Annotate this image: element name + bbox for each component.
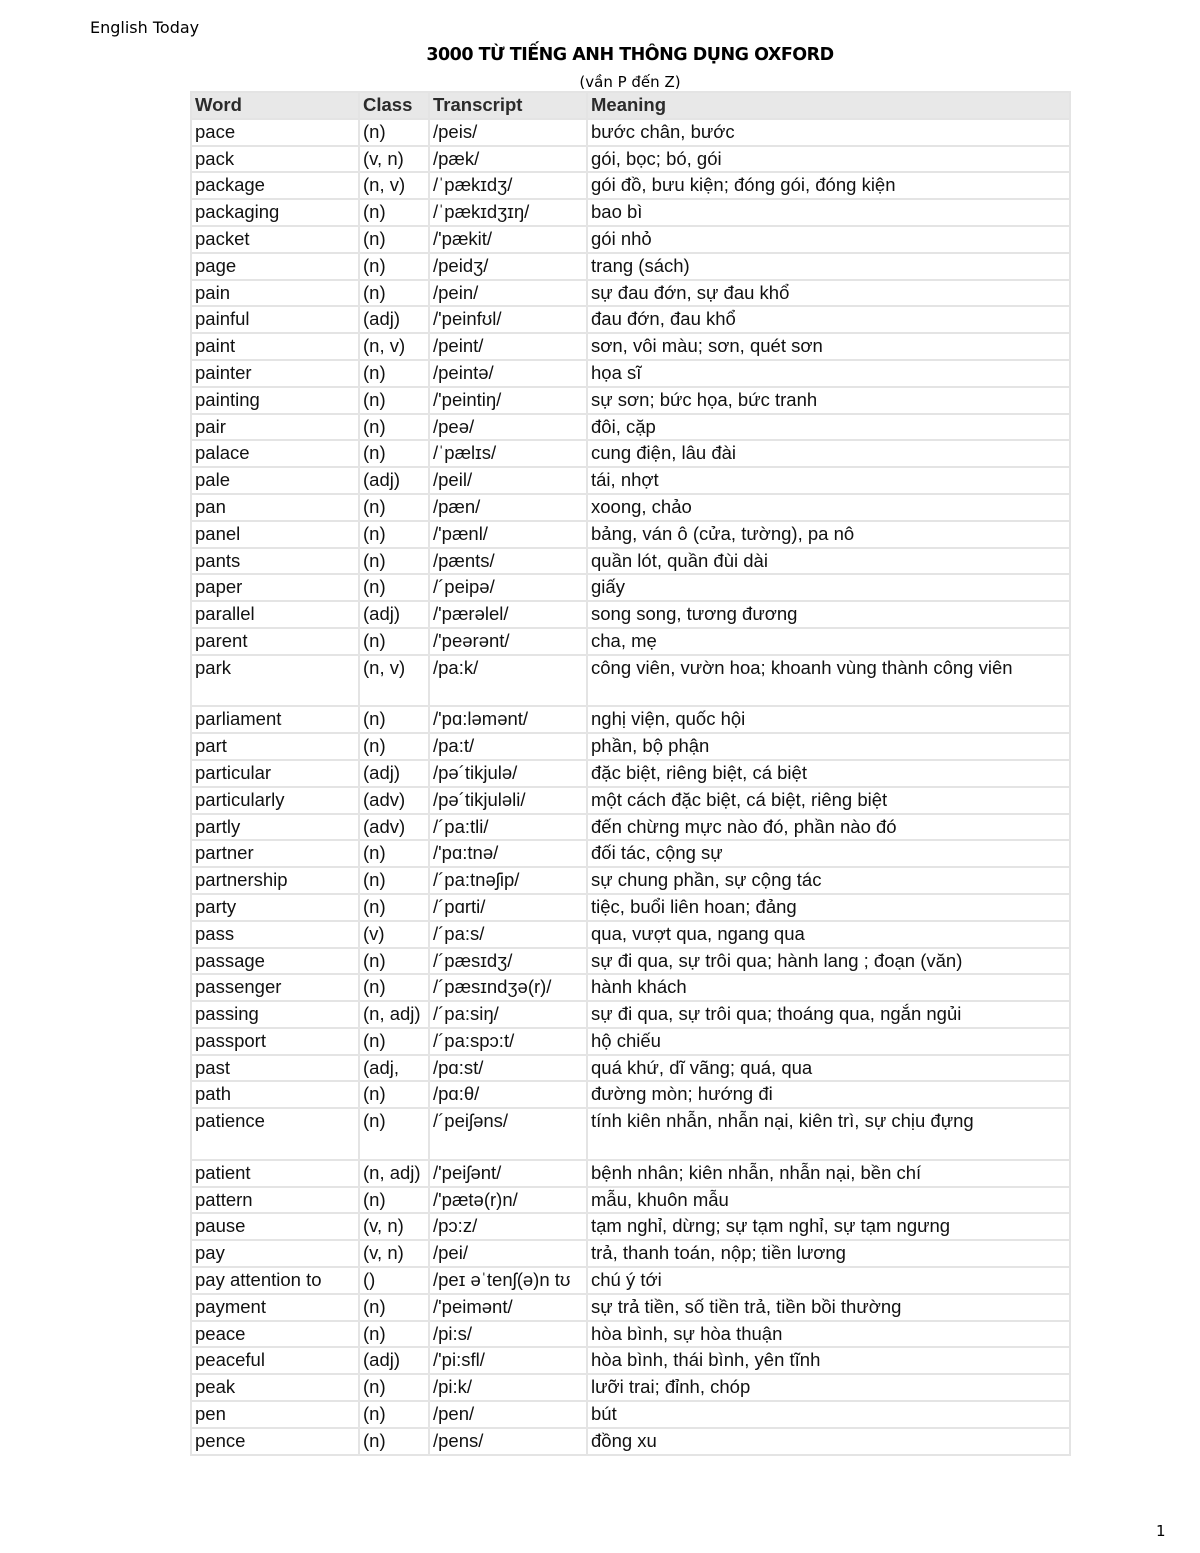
table-row bbox=[192, 227, 1069, 252]
table-body bbox=[192, 120, 1069, 1454]
cell-word: particular bbox=[192, 761, 358, 786]
cell-class: (n) bbox=[360, 1029, 428, 1054]
cell-class: (n) bbox=[360, 1082, 428, 1107]
cell-transcript: /pei/ bbox=[430, 1241, 586, 1266]
table-row bbox=[192, 1188, 1069, 1213]
cell-class: (v) bbox=[360, 922, 428, 947]
cell-word: patient bbox=[192, 1161, 358, 1186]
cell-word: parliament bbox=[192, 707, 358, 732]
cell-meaning: sơn, vôi màu; sơn, quét sơn bbox=[588, 334, 1069, 359]
table-row bbox=[192, 602, 1069, 627]
cell-meaning: sự đi qua, sự trôi qua; thoáng qua, ngắn ngủi bbox=[588, 1002, 1069, 1027]
cell-class: (n) bbox=[360, 415, 428, 440]
cell-word: party bbox=[192, 895, 358, 920]
cell-word: page bbox=[192, 254, 358, 279]
cell-word: part bbox=[192, 734, 358, 759]
column-header-word: Word bbox=[192, 93, 358, 118]
cell-class: (n) bbox=[360, 734, 428, 759]
table-row bbox=[192, 895, 1069, 920]
cell-class: () bbox=[360, 1268, 428, 1293]
cell-transcript: /'pi:sfl/ bbox=[430, 1348, 586, 1373]
table-row bbox=[192, 361, 1069, 386]
cell-transcript: /peintə/ bbox=[430, 361, 586, 386]
table-row bbox=[192, 281, 1069, 306]
cell-class: (n) bbox=[360, 1295, 428, 1320]
cell-transcript: /´pɑrti/ bbox=[430, 895, 586, 920]
cell-meaning: sự sơn; bức họa, bức tranh bbox=[588, 388, 1069, 413]
table-row bbox=[192, 1429, 1069, 1454]
cell-class: (n) bbox=[360, 522, 428, 547]
cell-transcript: /peis/ bbox=[430, 120, 586, 145]
cell-word: park bbox=[192, 656, 358, 706]
cell-word: pain bbox=[192, 281, 358, 306]
cell-class: (n) bbox=[360, 975, 428, 1000]
cell-transcript: /pens/ bbox=[430, 1429, 586, 1454]
table-row bbox=[192, 1322, 1069, 1347]
cell-word: packaging bbox=[192, 200, 358, 225]
cell-meaning: cung điện, lâu đài bbox=[588, 441, 1069, 466]
cell-transcript: /'peinfʊl/ bbox=[430, 307, 586, 332]
cell-word: peace bbox=[192, 1322, 358, 1347]
cell-meaning: một cách đặc biệt, cá biệt, riêng biệt bbox=[588, 788, 1069, 813]
cell-word: passing bbox=[192, 1002, 358, 1027]
cell-transcript: /pæk/ bbox=[430, 147, 586, 172]
cell-meaning: bệnh nhân; kiên nhẫn, nhẫn nại, bền chí bbox=[588, 1161, 1069, 1186]
cell-meaning: lưỡi trai; đỉnh, chóp bbox=[588, 1375, 1069, 1400]
cell-word: pale bbox=[192, 468, 358, 493]
table-row bbox=[192, 788, 1069, 813]
cell-transcript: /pə´tikjuləli/ bbox=[430, 788, 586, 813]
cell-meaning: tạm nghỉ, dừng; sự tạm nghỉ, sự tạm ngưng bbox=[588, 1214, 1069, 1239]
cell-word: painter bbox=[192, 361, 358, 386]
cell-meaning: bao bì bbox=[588, 200, 1069, 225]
table-row bbox=[192, 120, 1069, 145]
cell-meaning: đối tác, cộng sự bbox=[588, 841, 1069, 866]
document-title: 3000 TỪ TIẾNG ANH THÔNG DỤNG OXFORD bbox=[426, 45, 834, 65]
page-header: English Today bbox=[90, 18, 200, 37]
table-row bbox=[192, 147, 1069, 172]
cell-class: (n) bbox=[360, 868, 428, 893]
cell-class: (n) bbox=[360, 254, 428, 279]
table-row bbox=[192, 415, 1069, 440]
cell-meaning: sự trả tiền, số tiền trả, tiền bồi thường bbox=[588, 1295, 1069, 1320]
cell-word: partly bbox=[192, 815, 358, 840]
cell-transcript: /'peimənt/ bbox=[430, 1295, 586, 1320]
table-row bbox=[192, 868, 1069, 893]
table-row bbox=[192, 761, 1069, 786]
table-row bbox=[192, 1402, 1069, 1427]
cell-transcript: /pɔ:z/ bbox=[430, 1214, 586, 1239]
cell-meaning: giấy bbox=[588, 575, 1069, 600]
cell-transcript: /pi:k/ bbox=[430, 1375, 586, 1400]
cell-class: (adv) bbox=[360, 788, 428, 813]
cell-meaning: đến chừng mực nào đó, phần nào đó bbox=[588, 815, 1069, 840]
cell-meaning: họa sĩ bbox=[588, 361, 1069, 386]
cell-meaning: nghị viện, quốc hội bbox=[588, 707, 1069, 732]
header-row bbox=[192, 93, 1069, 118]
table-row bbox=[192, 1109, 1069, 1159]
table-row bbox=[192, 254, 1069, 279]
table-header bbox=[192, 93, 1069, 118]
cell-meaning: trang (sách) bbox=[588, 254, 1069, 279]
cell-word: peak bbox=[192, 1375, 358, 1400]
table-row bbox=[192, 1161, 1069, 1186]
cell-class: (n) bbox=[360, 1375, 428, 1400]
table-row bbox=[192, 734, 1069, 759]
column-header-class: Class bbox=[360, 93, 428, 118]
cell-transcript: /pa:k/ bbox=[430, 656, 586, 706]
cell-class: (n) bbox=[360, 575, 428, 600]
cell-class: (adv) bbox=[360, 815, 428, 840]
cell-meaning: tính kiên nhẫn, nhẫn nại, kiên trì, sự chịu đựng bbox=[588, 1109, 1069, 1159]
table-row bbox=[192, 200, 1069, 225]
cell-class: (n, v) bbox=[360, 334, 428, 359]
table-row bbox=[192, 495, 1069, 520]
cell-meaning: xoong, chảo bbox=[588, 495, 1069, 520]
cell-transcript: /pænts/ bbox=[430, 549, 586, 574]
cell-meaning: sự đi qua, sự trôi qua; hành lang ; đoạn (văn) bbox=[588, 949, 1069, 974]
cell-class: (n) bbox=[360, 1322, 428, 1347]
cell-meaning: gói, bọc; bó, gói bbox=[588, 147, 1069, 172]
cell-meaning: phần, bộ phận bbox=[588, 734, 1069, 759]
cell-transcript: /'peintiŋ/ bbox=[430, 388, 586, 413]
cell-word: pants bbox=[192, 549, 358, 574]
table-row bbox=[192, 334, 1069, 359]
cell-transcript: /´pa:siŋ/ bbox=[430, 1002, 586, 1027]
table-row bbox=[192, 575, 1069, 600]
cell-transcript: /pa:t/ bbox=[430, 734, 586, 759]
table-row bbox=[192, 656, 1069, 706]
cell-class: (n) bbox=[360, 841, 428, 866]
cell-transcript: /´pa:spɔ:t/ bbox=[430, 1029, 586, 1054]
cell-transcript: /peə/ bbox=[430, 415, 586, 440]
cell-word: pay attention to bbox=[192, 1268, 358, 1293]
cell-transcript: /'pɑ:tnə/ bbox=[430, 841, 586, 866]
cell-meaning: hành khách bbox=[588, 975, 1069, 1000]
cell-word: pen bbox=[192, 1402, 358, 1427]
page-number: 1 bbox=[1156, 1522, 1166, 1540]
table-row bbox=[192, 307, 1069, 332]
cell-meaning: hộ chiếu bbox=[588, 1029, 1069, 1054]
cell-word: path bbox=[192, 1082, 358, 1107]
cell-word: parallel bbox=[192, 602, 358, 627]
cell-word: pay bbox=[192, 1241, 358, 1266]
vocabulary-table bbox=[190, 91, 1071, 1456]
cell-class: (v, n) bbox=[360, 1241, 428, 1266]
cell-meaning: công viên, vườn hoa; khoanh vùng thành công viên bbox=[588, 656, 1069, 706]
cell-transcript: /'pætə(r)n/ bbox=[430, 1188, 586, 1213]
cell-word: pace bbox=[192, 120, 358, 145]
cell-meaning: tái, nhợt bbox=[588, 468, 1069, 493]
table-row bbox=[192, 549, 1069, 574]
cell-word: palace bbox=[192, 441, 358, 466]
cell-transcript: /´pæsɪdʒ/ bbox=[430, 949, 586, 974]
cell-meaning: qua, vượt qua, ngang qua bbox=[588, 922, 1069, 947]
table-row bbox=[192, 441, 1069, 466]
cell-transcript: /´peiʃəns/ bbox=[430, 1109, 586, 1159]
cell-class: (n) bbox=[360, 281, 428, 306]
cell-word: past bbox=[192, 1056, 358, 1081]
cell-meaning: quần lót, quần đùi dài bbox=[588, 549, 1069, 574]
cell-meaning: đồng xu bbox=[588, 1429, 1069, 1454]
table-row bbox=[192, 388, 1069, 413]
cell-transcript: /pə´tikjulə/ bbox=[430, 761, 586, 786]
table-row bbox=[192, 629, 1069, 654]
table-row bbox=[192, 1029, 1069, 1054]
cell-transcript: /pi:s/ bbox=[430, 1322, 586, 1347]
cell-class: (adj) bbox=[360, 761, 428, 786]
cell-class: (n) bbox=[360, 549, 428, 574]
document-subtitle: (vần P đến Z) bbox=[579, 73, 681, 91]
cell-class: (v, n) bbox=[360, 147, 428, 172]
cell-meaning: đặc biệt, riêng biệt, cá biệt bbox=[588, 761, 1069, 786]
cell-transcript: /pein/ bbox=[430, 281, 586, 306]
cell-meaning: sự chung phần, sự cộng tác bbox=[588, 868, 1069, 893]
table-row bbox=[192, 707, 1069, 732]
table-row bbox=[192, 1002, 1069, 1027]
cell-class: (n) bbox=[360, 1188, 428, 1213]
cell-transcript: /´pa:tnəʃip/ bbox=[430, 868, 586, 893]
cell-transcript: /´pa:s/ bbox=[430, 922, 586, 947]
cell-word: peaceful bbox=[192, 1348, 358, 1373]
cell-word: painful bbox=[192, 307, 358, 332]
cell-meaning: mẫu, khuôn mẫu bbox=[588, 1188, 1069, 1213]
cell-word: pence bbox=[192, 1429, 358, 1454]
cell-transcript: /'pærəlel/ bbox=[430, 602, 586, 627]
cell-transcript: /peil/ bbox=[430, 468, 586, 493]
table-row bbox=[192, 975, 1069, 1000]
table-row bbox=[192, 1082, 1069, 1107]
table-row bbox=[192, 1214, 1069, 1239]
cell-transcript: /peint/ bbox=[430, 334, 586, 359]
cell-transcript: /´peipə/ bbox=[430, 575, 586, 600]
cell-class: (adj, bbox=[360, 1056, 428, 1081]
cell-transcript: /'pɑ:ləmənt/ bbox=[430, 707, 586, 732]
cell-word: partnership bbox=[192, 868, 358, 893]
cell-meaning: đau đớn, đau khổ bbox=[588, 307, 1069, 332]
cell-class: (n) bbox=[360, 120, 428, 145]
cell-class: (n) bbox=[360, 949, 428, 974]
cell-meaning: hòa bình, sự hòa thuận bbox=[588, 1322, 1069, 1347]
cell-class: (adj) bbox=[360, 468, 428, 493]
cell-word: passage bbox=[192, 949, 358, 974]
table-row bbox=[192, 1056, 1069, 1081]
cell-meaning: bút bbox=[588, 1402, 1069, 1427]
cell-class: (adj) bbox=[360, 602, 428, 627]
cell-class: (n, adj) bbox=[360, 1161, 428, 1186]
cell-word: pause bbox=[192, 1214, 358, 1239]
column-header-meaning: Meaning bbox=[588, 93, 1069, 118]
table-row bbox=[192, 522, 1069, 547]
cell-word: paint bbox=[192, 334, 358, 359]
cell-class: (n) bbox=[360, 707, 428, 732]
cell-class: (n) bbox=[360, 895, 428, 920]
column-header-transcript: Transcript bbox=[430, 93, 586, 118]
table-row bbox=[192, 815, 1069, 840]
cell-meaning: hòa bình, thái bình, yên tĩnh bbox=[588, 1348, 1069, 1373]
cell-meaning: tiệc, buổi liên hoan; đảng bbox=[588, 895, 1069, 920]
cell-word: paper bbox=[192, 575, 358, 600]
table-row bbox=[192, 1268, 1069, 1293]
cell-class: (n, adj) bbox=[360, 1002, 428, 1027]
cell-word: pass bbox=[192, 922, 358, 947]
cell-transcript: /pæn/ bbox=[430, 495, 586, 520]
cell-class: (n) bbox=[360, 227, 428, 252]
cell-meaning: sự đau đớn, sự đau khổ bbox=[588, 281, 1069, 306]
cell-word: pack bbox=[192, 147, 358, 172]
cell-meaning: trả, thanh toán, nộp; tiền lương bbox=[588, 1241, 1069, 1266]
cell-word: panel bbox=[192, 522, 358, 547]
cell-meaning: gói đồ, bưu kiện; đóng gói, đóng kiện bbox=[588, 173, 1069, 198]
cell-word: parent bbox=[192, 629, 358, 654]
cell-word: partner bbox=[192, 841, 358, 866]
table-row bbox=[192, 1375, 1069, 1400]
cell-class: (n) bbox=[360, 1429, 428, 1454]
cell-transcript: /pɑ:st/ bbox=[430, 1056, 586, 1081]
table-row bbox=[192, 468, 1069, 493]
cell-word: painting bbox=[192, 388, 358, 413]
cell-meaning: chú ý tới bbox=[588, 1268, 1069, 1293]
cell-transcript: /'pækit/ bbox=[430, 227, 586, 252]
table-row bbox=[192, 1348, 1069, 1373]
cell-class: (n) bbox=[360, 495, 428, 520]
cell-transcript: /ˈpækɪdʒ/ bbox=[430, 173, 586, 198]
cell-word: packet bbox=[192, 227, 358, 252]
cell-meaning: đường mòn; hướng đi bbox=[588, 1082, 1069, 1107]
cell-transcript: /ˈpækɪdʒɪŋ/ bbox=[430, 200, 586, 225]
cell-class: (adj) bbox=[360, 307, 428, 332]
cell-class: (adj) bbox=[360, 1348, 428, 1373]
cell-word: particularly bbox=[192, 788, 358, 813]
cell-class: (n) bbox=[360, 361, 428, 386]
table-row bbox=[192, 1295, 1069, 1320]
cell-class: (v, n) bbox=[360, 1214, 428, 1239]
cell-word: passenger bbox=[192, 975, 358, 1000]
cell-transcript: /ˈpælɪs/ bbox=[430, 441, 586, 466]
table-row bbox=[192, 1241, 1069, 1266]
cell-word: pan bbox=[192, 495, 358, 520]
cell-transcript: /pɑ:θ/ bbox=[430, 1082, 586, 1107]
cell-transcript: /´pæsɪndʒə(r)/ bbox=[430, 975, 586, 1000]
cell-transcript: /peidʒ/ bbox=[430, 254, 586, 279]
cell-transcript: /peɪ əˈtenʃ(ə)n tʊ bbox=[430, 1268, 586, 1293]
cell-class: (n) bbox=[360, 388, 428, 413]
cell-word: package bbox=[192, 173, 358, 198]
cell-word: pattern bbox=[192, 1188, 358, 1213]
cell-class: (n) bbox=[360, 200, 428, 225]
cell-transcript: /pen/ bbox=[430, 1402, 586, 1427]
table-row bbox=[192, 949, 1069, 974]
cell-word: pair bbox=[192, 415, 358, 440]
cell-class: (n, v) bbox=[360, 656, 428, 706]
cell-class: (n) bbox=[360, 441, 428, 466]
cell-meaning: bảng, ván ô (cửa, tường), pa nô bbox=[588, 522, 1069, 547]
cell-word: payment bbox=[192, 1295, 358, 1320]
cell-meaning: song song, tương đương bbox=[588, 602, 1069, 627]
cell-transcript: /'peərənt/ bbox=[430, 629, 586, 654]
cell-class: (n) bbox=[360, 1402, 428, 1427]
cell-transcript: /'peiʃənt/ bbox=[430, 1161, 586, 1186]
cell-meaning: gói nhỏ bbox=[588, 227, 1069, 252]
cell-class: (n) bbox=[360, 629, 428, 654]
cell-meaning: bước chân, bước bbox=[588, 120, 1069, 145]
cell-word: passport bbox=[192, 1029, 358, 1054]
table-row bbox=[192, 841, 1069, 866]
cell-transcript: /'pænl/ bbox=[430, 522, 586, 547]
cell-meaning: đôi, cặp bbox=[588, 415, 1069, 440]
cell-meaning: quá khứ, dĩ vãng; quá, qua bbox=[588, 1056, 1069, 1081]
table-row bbox=[192, 922, 1069, 947]
cell-transcript: /´pa:tli/ bbox=[430, 815, 586, 840]
cell-class: (n) bbox=[360, 1109, 428, 1159]
table-row bbox=[192, 173, 1069, 198]
cell-word: patience bbox=[192, 1109, 358, 1159]
cell-class: (n, v) bbox=[360, 173, 428, 198]
cell-meaning: cha, mẹ bbox=[588, 629, 1069, 654]
